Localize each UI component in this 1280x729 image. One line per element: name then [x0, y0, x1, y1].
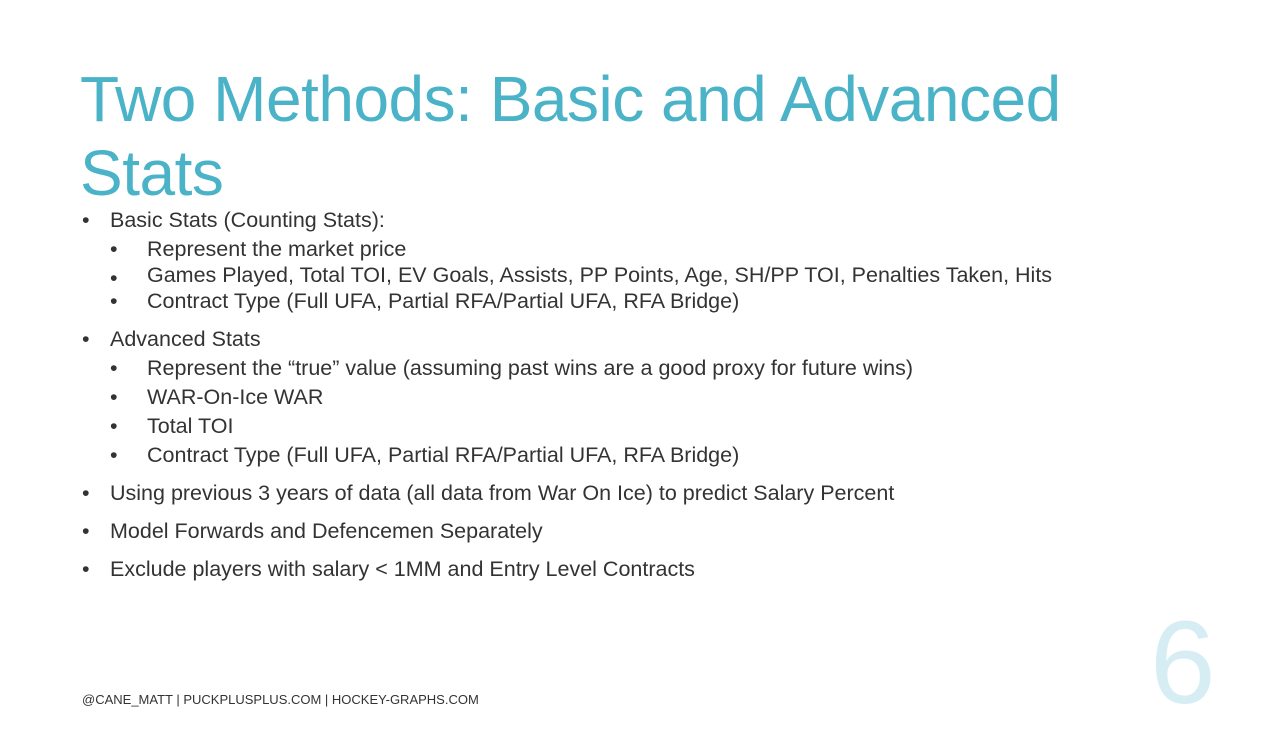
bullet-model-separately — [82, 519, 1232, 543]
sub-bullet-text: WAR-On-Ice WAR — [147, 385, 324, 409]
sub-bullet-text: Represent the “true” value (assuming past wins are a good proxy for future wins) — [147, 356, 914, 380]
slide-title: Two Methods: Basic and Advanced Stats — [80, 63, 1061, 209]
sub-bullet-text: Contract Type (Full UFA, Partial RFA/Partial UFA, RFA Bridge) — [147, 443, 740, 467]
bullet-dot: • — [110, 237, 118, 261]
sub-bullet — [82, 356, 1232, 380]
bullet-dot: • — [110, 385, 118, 409]
bullet-dot: • — [110, 443, 118, 467]
sub-bullet-text: Represent the market price — [147, 237, 407, 261]
bullet-dot: • — [110, 414, 118, 438]
bullet-text: Using previous 3 years of data (all data from War On Ice) to predict Salary Percent — [110, 481, 895, 505]
bullet-exclude-players — [82, 557, 1232, 581]
bullet-text: Exclude players with salary < 1MM and Entry Level Contracts — [110, 557, 695, 581]
bullet-previous-data — [82, 481, 1232, 505]
slide-page-number: 6 — [1150, 597, 1216, 729]
bullet-dot: • — [110, 289, 118, 313]
bullet-dot: • — [82, 208, 90, 232]
bullet-dot: • — [82, 557, 90, 581]
sub-bullet — [82, 263, 1232, 290]
bullet-basic-stats — [82, 208, 1232, 232]
sub-bullet — [82, 289, 1232, 313]
bullet-text: Basic Stats (Counting Stats): — [110, 208, 385, 232]
slide-footer: @CANE_MATT | PUCKPLUSPLUS.COM | HOCKEY-GRAPHS.COM — [82, 692, 479, 707]
bullet-dot: • — [110, 356, 118, 380]
bullet-dot: • — [110, 266, 118, 290]
sub-bullet — [82, 414, 1232, 438]
bullet-dot: • — [82, 481, 90, 505]
bullet-text: Model Forwards and Defencemen Separately — [110, 519, 543, 543]
bullet-advanced-stats — [82, 327, 1232, 351]
bullet-dot: • — [82, 327, 90, 351]
bullet-text: Advanced Stats — [110, 327, 261, 351]
sub-bullet — [82, 385, 1232, 409]
sub-bullet — [82, 443, 1232, 467]
sub-bullet — [82, 237, 1232, 261]
bullet-dot: • — [82, 519, 90, 543]
sub-bullet-text: Games Played, Total TOI, EV Goals, Assists, PP Points, Age, SH/PP TOI, Penalties Taken, Hits — [147, 263, 1053, 287]
sub-bullet-text: Contract Type (Full UFA, Partial RFA/Partial UFA, RFA Bridge) — [147, 289, 740, 313]
slide-body — [82, 208, 1232, 581]
sub-bullet-text: Total TOI — [147, 414, 234, 438]
